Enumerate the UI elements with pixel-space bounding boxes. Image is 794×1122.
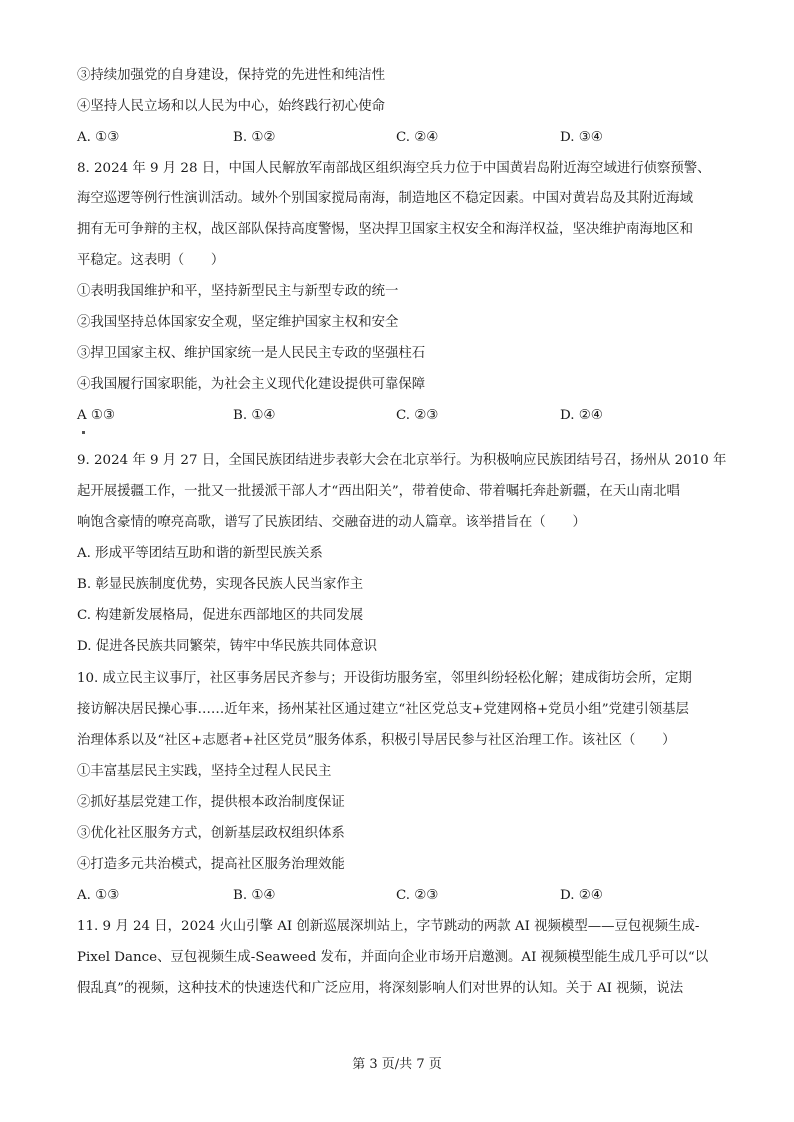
q9-option-a[interactable]: A. 形成平等团结互助和谐的新型民族关系 <box>77 546 323 561</box>
q10-item-2: ②抓好基层党建工作，提供根本政治制度保证 <box>77 795 345 810</box>
q10-item-4: ④打造多元共治模式，提高社区服务治理效能 <box>77 857 345 872</box>
q8-stem-line: 平稳定。这表明（ ） <box>77 253 225 268</box>
q10-option-a[interactable]: A. ①③ <box>77 888 120 903</box>
q9-stem-line: 9. 2024 年 9 月 27 日，全国民族团结进步表彰大会在北京举行。为积极响应民族团结号召，扬州从 2010 年 <box>77 453 727 468</box>
q8-item-1: ①表明我国维护和平，坚持新型民主与新型专政的统一 <box>77 284 399 299</box>
q7-option-c[interactable]: C. ②④ <box>396 130 439 145</box>
q7-item-3: ③持续加强党的自身建设，保持党的先进性和纯洁性 <box>77 68 385 83</box>
q8-stem-line: 海空巡逻等例行性演训活动。域外个别国家搅局南海，制造地区不稳定因素。中国对黄岩岛及其附近海域 <box>77 191 693 206</box>
q8-item-3: ③捍卫国家主权、维护国家统一是人民民主专政的坚强柱石 <box>77 346 426 361</box>
q9-option-b[interactable]: B. 彰显民族制度优势，实现各民族人民当家作主 <box>77 577 364 592</box>
q9-option-c[interactable]: C. 构建新发展格局，促进东西部地区的共同发展 <box>77 608 364 623</box>
q10-option-d[interactable]: D. ②④ <box>560 888 603 903</box>
q8-option-c[interactable]: C. ②③ <box>396 408 439 423</box>
q7-options <box>77 129 717 147</box>
q11-stem-line: Pixel Dance、豆包视频生成-Seaweed 发布，并面向企业市场开启邀测。AI 视频模型能生成几乎可以“以 <box>77 950 709 965</box>
page-footer: 第 3 页/共 7 页 <box>352 1057 442 1072</box>
q8-item-4: ④我国履行国家职能，为社会主义现代化建设提供可靠保障 <box>77 377 426 392</box>
q11-stem-line: 假乱真”的视频，这种技术的快速迭代和广泛应用，将深刻影响人们对世界的认知。关于 AI 视频，说法 <box>77 981 684 996</box>
q8-option-a[interactable]: A ①③ <box>77 408 115 423</box>
q10-stem-line: 接访解决居民操心事……近年来，扬州某社区通过建立“社区党总支+党建网格+党员小组”党建引领基层 <box>77 702 689 717</box>
q8-stem-line: 8. 2024 年 9 月 28 日，中国人民解放军南部战区组织海空兵力位于中国黄岩岛附近海空域进行侦察预警、 <box>77 161 711 176</box>
q10-options <box>77 887 717 905</box>
q7-option-a[interactable]: A. ①③ <box>77 130 120 145</box>
stray-mark <box>82 431 85 434</box>
q9-stem-line: 起开展援疆工作，一批又一批援派干部人才“西出阳关”，带着使命、带着嘱托奔赴新疆，在天山南北唱 <box>77 484 680 499</box>
q7-option-b[interactable]: B. ①② <box>233 130 276 145</box>
q8-item-2: ②我国坚持总体国家安全观，坚定维护国家主权和安全 <box>77 315 399 330</box>
q7-option-d[interactable]: D. ③④ <box>560 130 603 145</box>
q10-stem-line: 治理体系以及“社区+志愿者+社区党员”服务体系，积极引导居民参与社区治理工作。该社区（ ） <box>77 733 676 748</box>
q9-option-d[interactable]: D. 促进各民族共同繁荣，铸牢中华民族共同体意识 <box>77 639 377 654</box>
q8-options <box>77 407 717 425</box>
q10-option-c[interactable]: C. ②③ <box>396 888 439 903</box>
q7-item-4: ④坚持人民立场和以人民为中心，始终践行初心使命 <box>77 99 385 114</box>
q10-stem-line: 10. 成立民主议事厅，社区事务居民齐参与；开设街坊服务室，邻里纠纷轻松化解；建成街坊会所，定期 <box>77 671 692 686</box>
q8-option-b[interactable]: B. ①④ <box>233 408 276 423</box>
q11-stem-line: 11. 9 月 24 日，2024 火山引擎 AI 创新巡展深圳站上，字节跳动的两款 AI 视频模型——豆包视频生成- <box>77 919 700 934</box>
q10-item-1: ①丰富基层民主实践，坚持全过程人民民主 <box>77 764 332 779</box>
q10-item-3: ③优化社区服务方式，创新基层政权组织体系 <box>77 826 345 841</box>
q8-stem-line: 拥有无可争辩的主权，战区部队保持高度警惕，坚决捍卫国家主权安全和海洋权益，坚决维护南海地区和 <box>77 222 693 237</box>
q9-stem-line: 响饱含豪情的嘹亮高歌，谱写了民族团结、交融奋进的动人篇章。该举措旨在（ ） <box>77 515 586 530</box>
q10-option-b[interactable]: B. ①④ <box>233 888 276 903</box>
q8-option-d[interactable]: D. ②④ <box>560 408 603 423</box>
